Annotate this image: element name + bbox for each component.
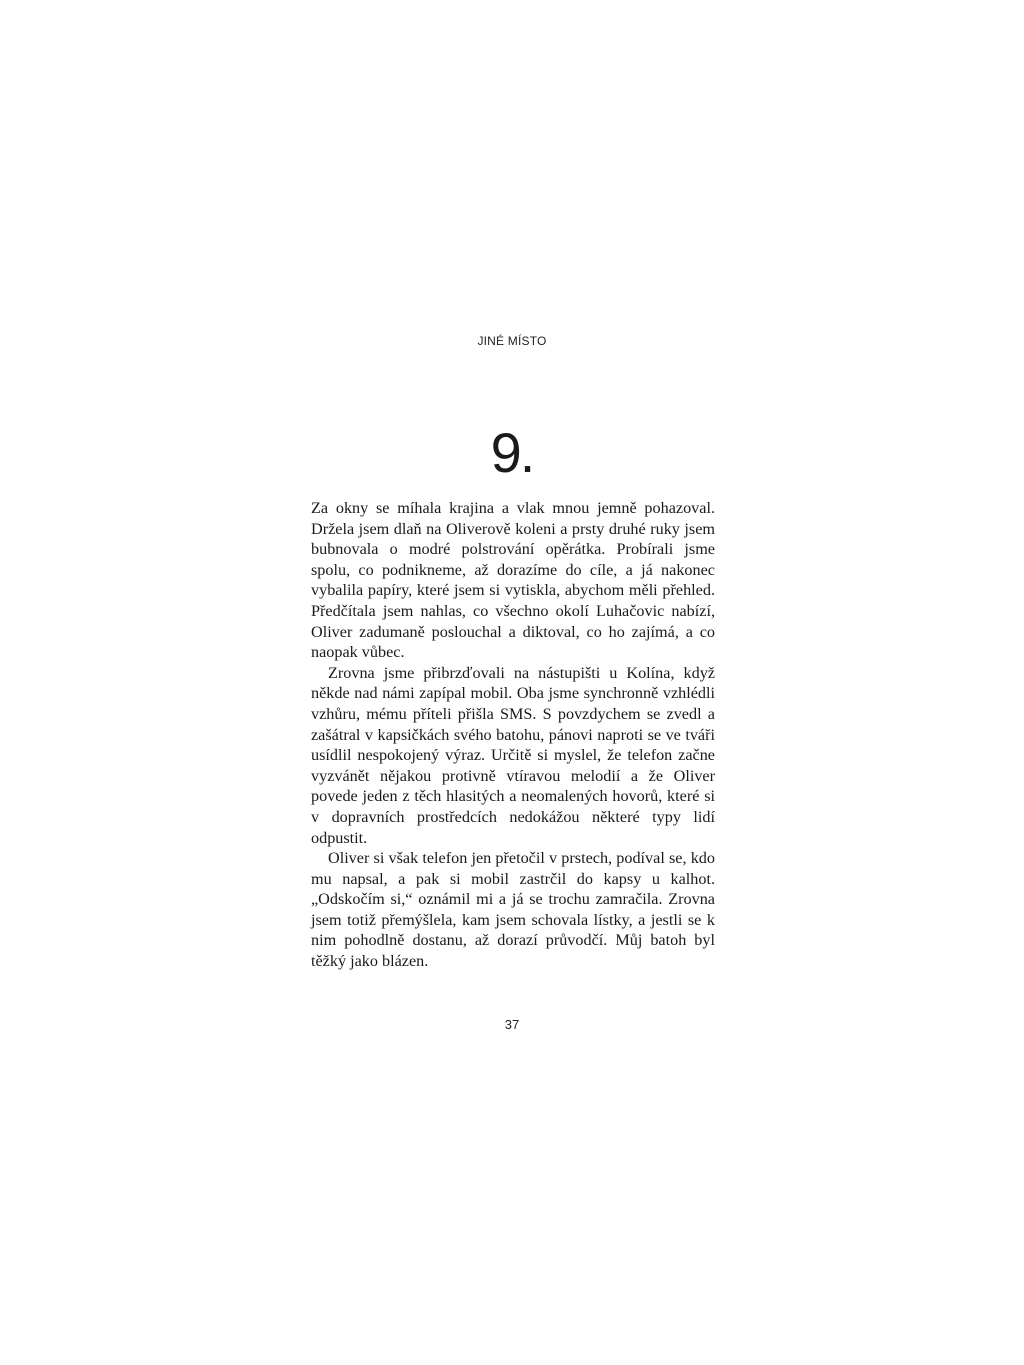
paragraph: Za okny se míhala krajina a vlak mnou jemně pohazoval. Držela jsem dlaň na Oliverově koleni a prsty druhé ruky jsem bubnovala o modré polstrování opěrátka. Probírali jsme spolu, co podnikneme, až dorazíme do cíle, a já nakonec vybalila papíry, které jsem si vytiskla, abychom měli přehled. Předčítala jsem nahlas, co všechno okolí Luhačovic nabízí, Oliver zadumaně poslouchal a diktoval, co ho zajímá, a co naopak vůbec. [311, 499, 715, 662]
paragraph: Oliver si však telefon jen přetočil v prstech, podíval se, kdo mu napsal, a pak si mobil zastrčil do kapsy u kalhot. „Odskočím si,“ oznámil mi a já se trochu zamračila. Zrovna jsem totiž přemýšlela, kam jsem schovala lístky, a jestli se k nim pohodlně dostanu, až dorazí průvodčí. Můj batoh byl těžký jako blázen. [311, 849, 715, 971]
chapter-number: 9. [490, 421, 534, 484]
running-header: JINÉ MÍSTO [477, 334, 547, 348]
page-number: 37 [504, 1017, 520, 1032]
paragraph: Zrovna jsme přibrzďovali na nástupišti u Kolína, když někde nad námi zapípal mobil. Oba jsme synchronně vzhlédli vzhůru, mému příteli přišla SMS. S povzdychem se zvedl a zašátral v kapsičkách svého batohu, pánovi naproti se ve tváři usídlil nespokojený výraz. Určitě si myslel, že telefon začne vyzvánět nějakou protivně vtíravou melodií a že Oliver povede jeden z těch hlasitých a neomalených hovorů, které si v dopravních prostředcích nedokážou některé typy lidí odpustit. [311, 663, 715, 847]
chapter-body [311, 498, 715, 972]
